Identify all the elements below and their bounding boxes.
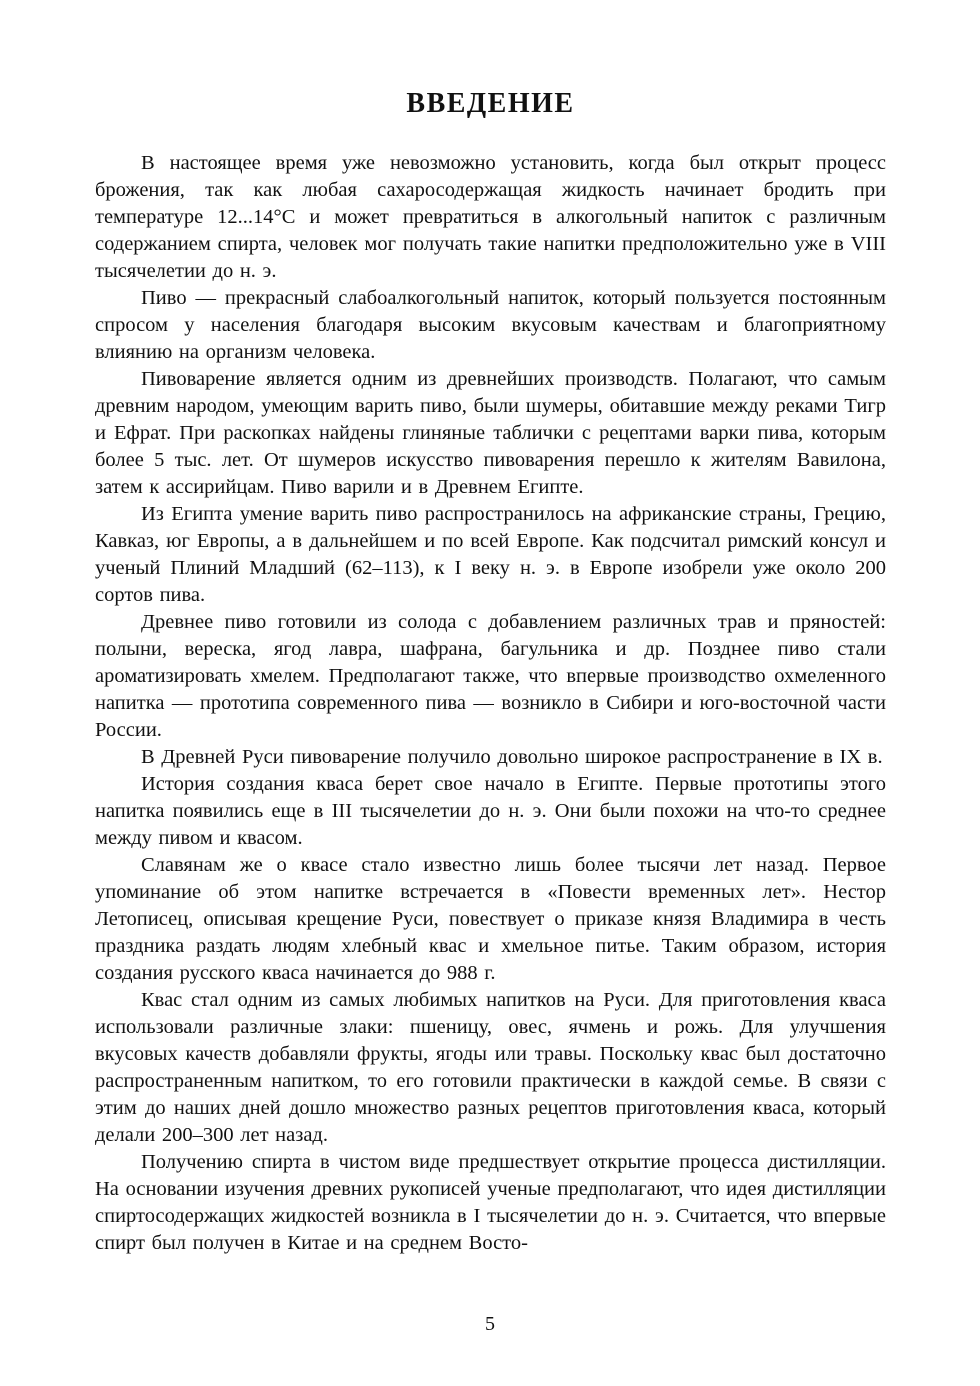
paragraph: Славянам же о квасе стало известно лишь более тысячи лет назад. Первое упоминание об этом напитке встречается в «Повести временных лет». Нестор Летописец, описывая крещение Руси, повествует о приказе князя Владимира в честь праздника раздать людям хлебный квас и хмельное питье. Таким образом, история создания русского кваса начинается до 988 г. (95, 854, 886, 984)
paragraph: Пивоварение является одним из древнейших производств. Полагают, что самым древним народом, умеющим варить пиво, были шумеры, обитавшие между реками Тигр и Ефрат. При раскопках найдены глиняные таблички с рецептами варки пива, которым более 5 тыс. лет. От шумеров искусство пивоварения перешло к жителям Вавилона, затем к ассирийцам. Пиво варили и в Древнем Египте. (95, 368, 886, 498)
paragraph: В Древней Руси пивоварение получило довольно широкое распространение в IX в. (141, 746, 883, 768)
page-number: 5 (485, 1313, 495, 1335)
paragraph: История создания кваса берет свое начало в Египте. Первые прототипы этого напитка появились еще в III тысячелетии до н. э. Они были похожи на что-то среднее между пивом и квасом. (95, 773, 886, 849)
paragraph: Из Египта умение варить пиво распространилось на африканские страны, Грецию, Кавказ, юг Европы, а в дальнейшем и по всей Европе. Как подсчитал римский консул и ученый Плиний Младший (62–113), к I веку н. э. в Европе изобрели уже около 200 сортов пива. (95, 503, 886, 606)
page-title: ВВЕДЕНИЕ (406, 88, 575, 119)
page-content (95, 150, 886, 1257)
paragraph: Получению спирта в чистом виде предшествует открытие процесса дистилляции. На основании изучения древних рукописей ученые предполагают, что идея дистилляции спиртосодержащих жидкостей возникла в I тысячелетии до н. э. Считается, что впервые спирт был получен в Китае и на среднем Восто- (95, 1151, 886, 1254)
paragraph: В настоящее время уже невозможно установить, когда был открыт процесс брожения, так как любая сахаросодержащая жидкость начинает бродить при температуре 12...14°С и может превратиться в алкогольный напиток с различным содержанием спирта, человек мог получать такие напитки предположительно уже в VIII тысячелетии до н. э. (95, 152, 886, 282)
paragraph: Квас стал одним из самых любимых напитков на Руси. Для приготовления кваса использовали различные злаки: пшеницу, овес, ячмень и рожь. Для улучшения вкусовых качеств добавляли фрукты, ягоды или травы. Поскольку квас был достаточно распространенным напитком, то его готовили практически в каждой семье. В связи с этим до наших дней дошло множество разных рецептов приготовления кваса, который делали 200–300 лет назад. (95, 989, 886, 1146)
paragraph: Пиво — прекрасный слабоалкогольный напиток, который пользуется постоянным спросом у населения благодаря высоким вкусовым качествам и благоприятному влиянию на организм человека. (95, 287, 886, 363)
paragraph: Древнее пиво готовили из солода с добавлением различных трав и пряностей: полыни, вереска, ягод лавра, шафрана, багульника и др. Позднее пиво стали ароматизировать хмелем. Предполагают также, что впервые производство охмеленного напитка — прототипа современного пива — возникло в Сибири и юго-восточной части России. (95, 611, 886, 741)
